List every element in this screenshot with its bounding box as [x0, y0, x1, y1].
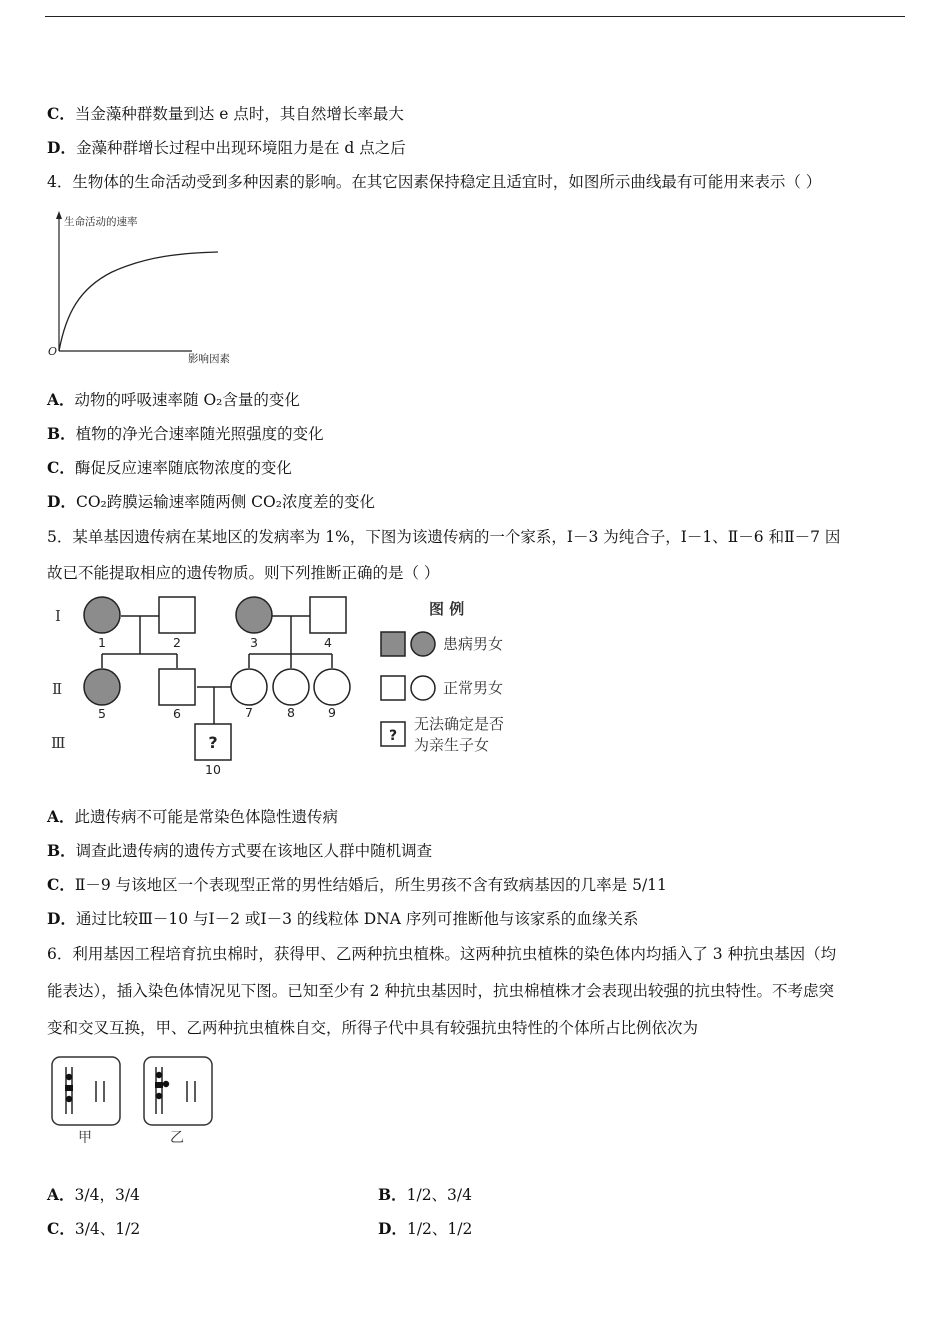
option-text: 调查此遗传病的遗传方式要在该地区人群中随机调查: [75, 842, 433, 860]
q6-stem-line3: 变和交叉互换，甲、乙两种抗虫植株自交，所得子代中具有较强抗虫特性的个体所占比例依次为: [47, 1019, 699, 1037]
individual-number: 10: [205, 762, 221, 777]
gene-insertion-dot: [66, 1096, 72, 1102]
legend-affected-female: [411, 632, 435, 656]
gene-insertion-dot: [156, 1072, 162, 1078]
option-text: 通过比较Ⅲ－10 与Ⅰ－2 或Ⅰ－3 的线粒体 DNA 序列可推断他与该家系的血缘关系: [75, 910, 639, 928]
cell-jia: [52, 1057, 120, 1125]
individual-I-1-affected-female: [84, 597, 120, 633]
individual-I-2-normal-male: [159, 597, 195, 633]
individual-number: 6: [173, 706, 181, 721]
individual-I-3-affected-female: [236, 597, 272, 633]
generation-label: Ⅲ: [51, 734, 66, 752]
generation-label: Ⅱ: [52, 680, 63, 698]
q3-option-c[interactable]: [47, 102, 404, 124]
q5-option-b[interactable]: [47, 839, 432, 861]
option-letter: B．: [47, 841, 76, 860]
gene-insertion-dot: [163, 1081, 169, 1087]
q5-stem-line2: 故已不能提取相应的遗传物质。则下列推断正确的是（ ）: [47, 564, 440, 582]
q4-option-a[interactable]: [47, 388, 300, 410]
option-letter: C．: [47, 1219, 75, 1238]
individual-II-5-affected-female: [84, 669, 120, 705]
option-text: 酶促反应速率随底物浓度的变化: [74, 459, 292, 477]
option-letter: D．: [378, 1219, 407, 1238]
option-text: CO₂跨膜运输速率随两侧 CO₂浓度差的变化: [75, 493, 375, 511]
option-text: 动物的呼吸速率随 O₂含量的变化: [74, 391, 300, 409]
q6-chromosome-figure: [48, 1054, 218, 1149]
centromere: [155, 1082, 163, 1088]
option-text: 植物的净光合速率随光照强度的变化: [75, 425, 324, 443]
individual-number: 5: [98, 706, 106, 721]
legend-normal-male: [381, 676, 405, 700]
x-axis-label: 影响因素: [188, 353, 230, 365]
generation-label: Ⅰ: [55, 607, 61, 625]
option-letter: C．: [47, 104, 75, 123]
individual-number: 1: [98, 635, 106, 650]
q5-option-d[interactable]: [47, 907, 638, 929]
individual-number: 4: [324, 635, 332, 650]
option-letter: A．: [47, 807, 75, 826]
legend-unknown-label-1: 无法确定是否: [414, 715, 505, 733]
question-mark: ?: [208, 733, 218, 752]
option-text: 3/4、1/2: [74, 1220, 141, 1238]
legend-normal-label: 正常男女: [443, 679, 504, 697]
q4-stem: 4．生物体的生命活动受到多种因素的影响。在其它因素保持稳定且适宜时，如图所示曲线最有可能用来表示（ ）: [47, 173, 822, 191]
option-letter: A．: [47, 390, 75, 409]
option-text: 3/4，3/4: [74, 1186, 140, 1204]
q4-rate-chart: [42, 208, 247, 368]
y-axis-arrow: [56, 211, 62, 219]
saturation-curve: [59, 252, 218, 351]
individual-number: 8: [287, 705, 295, 720]
legend-affected-male: [381, 632, 405, 656]
q5-option-a[interactable]: [47, 805, 338, 827]
option-text: Ⅱ－9 与该地区一个表现型正常的男性结婚后，所生男孩不含有致病基因的几率是 5/11: [74, 876, 667, 894]
cell-yi: [144, 1057, 212, 1125]
q6-stem-line1: 6．利用基因工程培育抗虫棉时，获得甲、乙两种抗虫植株。这两种抗虫植株的染色体内均插入了 3 种抗虫基因（均: [47, 945, 837, 963]
label-yi: 乙: [170, 1130, 184, 1146]
individual-II-6-normal-male: [159, 669, 195, 705]
legend-title: 图 例: [429, 600, 465, 618]
legend-unknown-label-2: 为亲生子女: [414, 736, 490, 754]
individual-number: 2: [173, 635, 181, 650]
option-text: 金藻种群增长过程中出现环境阻力是在 d 点之后: [75, 139, 406, 157]
gene-insertion-dot: [66, 1074, 72, 1080]
option-text: 1/2、1/2: [406, 1220, 473, 1238]
q4-option-c[interactable]: [47, 456, 292, 478]
individual-number: 3: [250, 635, 258, 650]
individual-II-8-normal-female: [273, 669, 309, 705]
q5-stem-line1: 5．某单基因遗传病在某地区的发病率为 1%，下图为该遗传病的一个家系，Ⅰ－3 为纯合子，Ⅰ－1、Ⅱ－6 和Ⅱ－7 因: [47, 528, 841, 546]
legend-normal-female: [411, 676, 435, 700]
legend-question-mark: ?: [388, 728, 398, 744]
individual-I-4-normal-male: [310, 597, 346, 633]
q6-option-b[interactable]: [378, 1183, 472, 1205]
option-letter: C．: [47, 458, 75, 477]
individual-number: 7: [245, 705, 253, 720]
y-axis-label: 生命活动的速率: [64, 216, 138, 228]
option-text: 1/2、3/4: [406, 1186, 473, 1204]
q6-option-c[interactable]: [47, 1217, 140, 1239]
q6-stem-line2: 能表达），插入染色体情况见下图。已知至少有 2 种抗虫基因时，抗虫棉植株才会表现出较强的抗虫特性。不考虑突: [47, 982, 834, 1000]
q6-option-a[interactable]: [47, 1183, 140, 1205]
option-letter: A．: [47, 1185, 75, 1204]
option-text: 当金藻种群数量到达 e 点时，其自然增长率最大: [74, 105, 404, 123]
q5-option-c[interactable]: [47, 873, 667, 895]
option-letter: D．: [47, 138, 76, 157]
q3-option-d[interactable]: [47, 136, 406, 158]
option-letter: C．: [47, 875, 75, 894]
q6-option-d[interactable]: [378, 1217, 472, 1239]
individual-number: 9: [328, 705, 336, 720]
q5-pedigree: [42, 590, 542, 782]
legend-affected-label: 患病男女: [443, 635, 504, 653]
label-jia: 甲: [78, 1130, 92, 1146]
header-rule: [45, 16, 905, 17]
option-text: 此遗传病不可能是常染色体隐性遗传病: [74, 808, 339, 826]
centromere: [65, 1085, 73, 1091]
option-letter: D．: [47, 492, 76, 511]
q4-option-b[interactable]: [47, 422, 324, 444]
option-letter: B．: [47, 424, 76, 443]
origin-label: O: [48, 345, 58, 358]
option-letter: B．: [378, 1185, 407, 1204]
option-letter: D．: [47, 909, 76, 928]
gene-insertion-dot: [156, 1093, 162, 1099]
q4-option-d[interactable]: [47, 490, 375, 512]
individual-II-9-normal-female: [314, 669, 350, 705]
individual-II-7-normal-female: [231, 669, 267, 705]
